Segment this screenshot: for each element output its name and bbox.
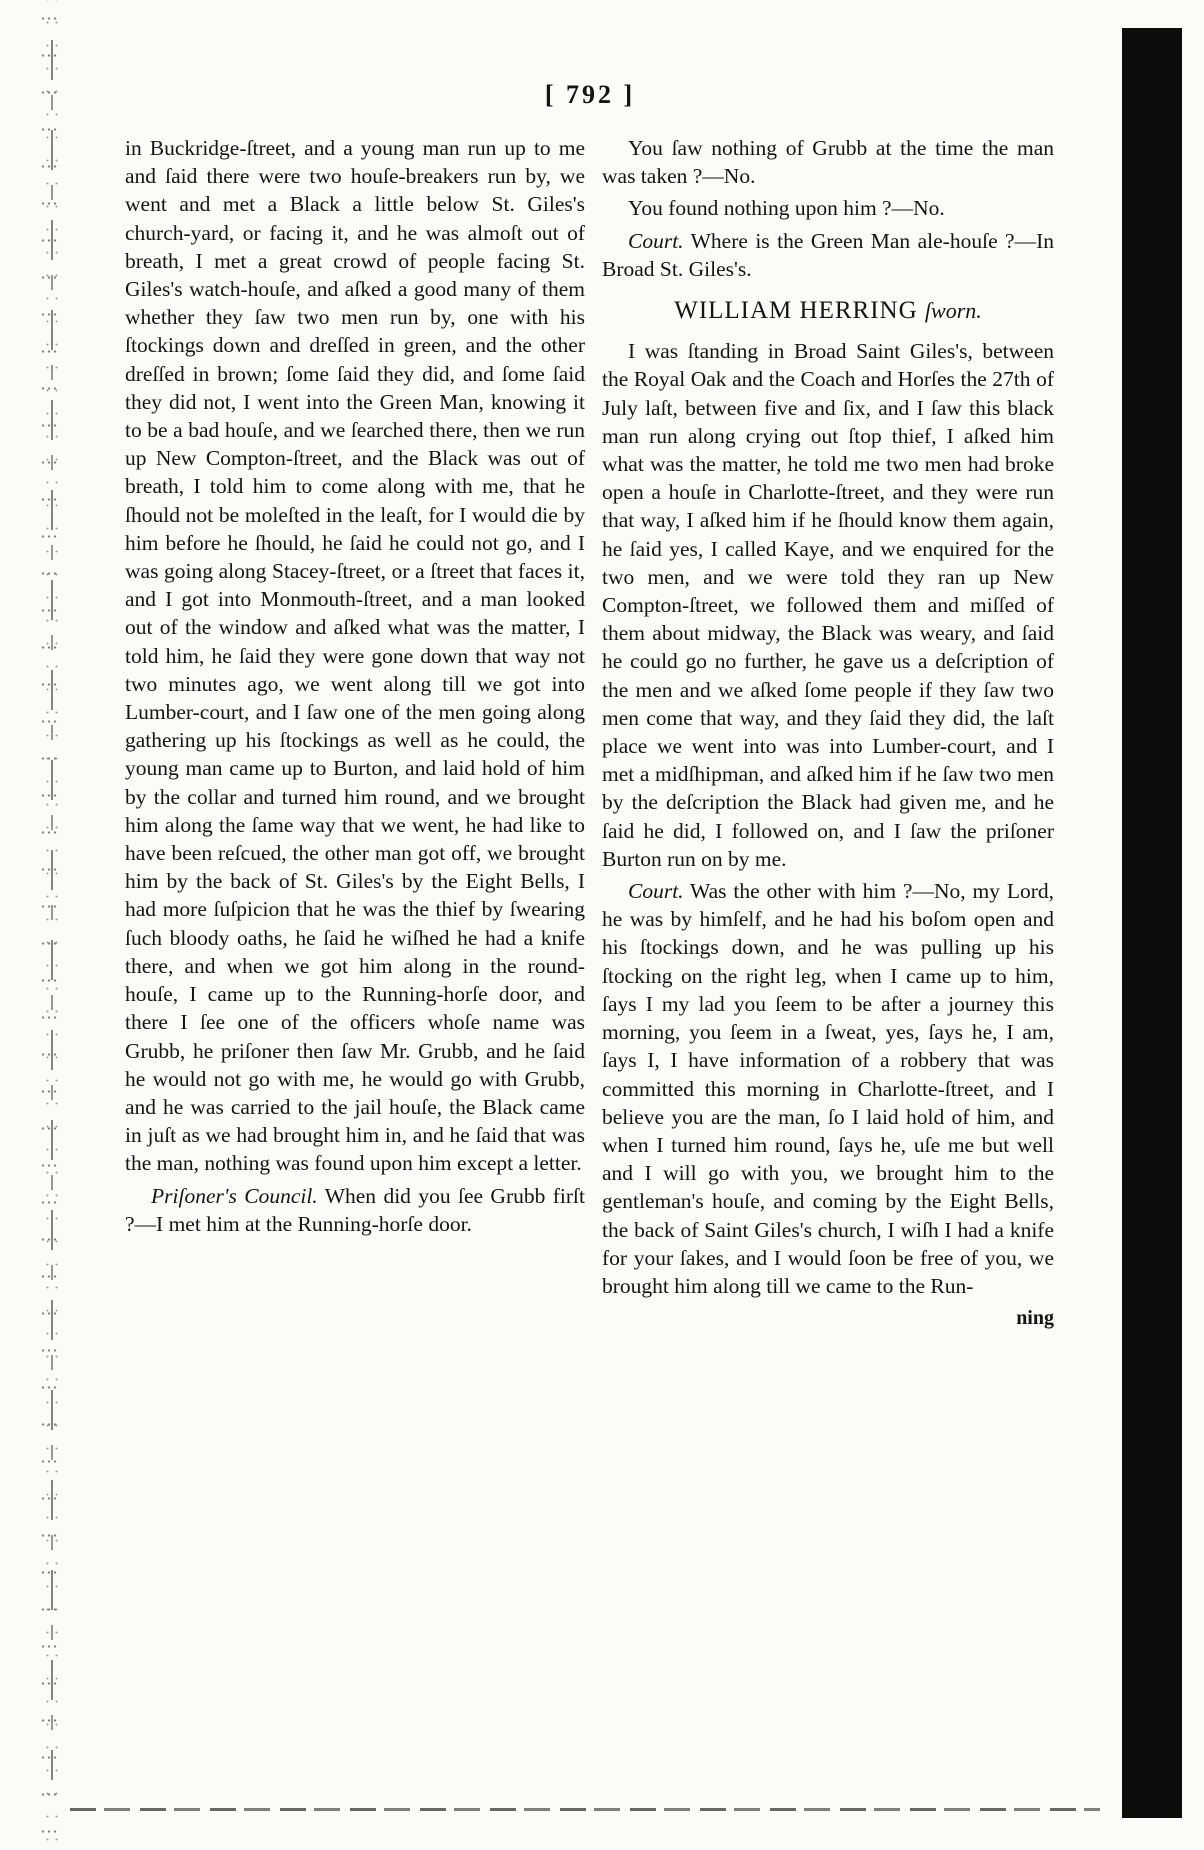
- binding-shadow-strip: [1122, 28, 1182, 1818]
- left-paragraph-council-question: [125, 1182, 585, 1238]
- right-paragraph-court-question: [602, 877, 1054, 1300]
- question-text: Was the other with him ?—No, my Lord, he was by himſelf, and he had his boſom open and his ſtockings down, and he was pulling up his ſtocking on the right leg, when I came up to him, ſays I my lad you ſeem to be after a journey this morning, you ſeem in a ſweat, yes, ſays he, I am, ſays I, I have information of a robbery that was committed this morning in Charlotte-ſtreet, and I believe you are the man, ſo I laid hold of him, and when I turned him round, ſays he, uſe me but well and I will go with you, we brought him to the gentleman's houſe, and coming by the Eight Bells, the back of Saint Giles's church, I wiſh I had a knife for your ſakes, and I would ſoon be free of you, we brought him along till we came to the Run-: [602, 879, 1054, 1298]
- witness-sworn: ſworn.: [924, 298, 982, 324]
- page-number: [ 792 ]: [544, 80, 636, 109]
- question-text: Where is the Green Man ale-houſe ?—In Broad St. Giles's.: [602, 228, 1054, 281]
- question-text: When did you ſee Grubb firſt ?—I met him at the Running-horſe door.: [125, 1183, 586, 1236]
- right-line-question-1: You ſaw nothing of Grubb at the time the man was taken ?—No.: [602, 136, 1054, 189]
- speaker-label: Court.: [628, 228, 684, 253]
- witness-name: WILLIAM HERRING: [674, 297, 918, 325]
- witness-heading: [602, 297, 1054, 325]
- right-paragraph-testimony: I was ſtanding in Broad Saint Giles's, between the Royal Oak and the Coach and Horſes the 27th of July laſt, between five and ſix, and I ſaw this black man run along crying out ſtop thief, I aſked him what was the matter, he told me two men had broke open a houſe in Charlotte-ſtreet, and they were run that way, I aſked him if he ſhould know them again, he ſaid yes, I called Kaye, and we enquired for the two men, and we were told they ran up New Compton-ſtreet, we followed them and miſſed of them about midway, the Black was weary, and ſaid he could go no further, he gave us a deſcription of the men and we aſked ſome people if they ſaw two men come that way, and they ſaid they did, the laſt place we went into was into Lumber-court, and I met a midſhipman, and aſked him if he ſaw two men by the deſcription the Black had given me, and he ſaid he did, I followed on, and I ſaw the priſoner Burton run on by me.: [602, 339, 1054, 871]
- catchword: ning: [1016, 1307, 1054, 1330]
- speaker-label: Court.: [628, 879, 684, 904]
- right-line-question-2: You found nothing upon him ?—No.: [628, 196, 945, 221]
- left-paragraph-testimony: in Buckridge-ſtreet, and a young man run up to me and ſaid there were two houſe-breakers run by, we went and met a Black a little below St. Giles's church-yard, or facing it, and he was almoſt out of breath, I met a great crowd of people facing St. Giles's watch-houſe, and aſked a good many of them whether they ſaw two men run by, one with his ſtockings down and dreſſed in green, and the other dreſſed in brown; ſome ſaid they did, and ſome ſaid they did not, I went into the Green Man, knowing it to be a bad houſe, and we ſearched there, then we run up New Compton-ſtreet, and the Black was out of breath, I told him to come along with me, that he ſhould not be moleſted in the leaſt, for I would die by him before he ſhould, he ſaid he could not go, and I was going along Stacey-ſtreet, or a ſtreet that faces it, and I got into Monmouth-ſtreet, and a man looked out of the window and aſked what was the matter, I told him, he ſaid they were gone down that way not two minutes ago, we went along till we got into Lumber-court, and I ſaw one of the men going along gathering up his ſtockings as well as he could, the young man came up to Burton, and laid hold of him by the collar and turned him round, and we brought him along the ſame way that we went, he had like to have been reſcued, the other man got off, we brought him by the back of St. Giles's by the Eight Bells, I had more ſuſpicion that he was the thief by ſwearing ſuch bloody oaths, he ſaid he wiſhed he had a knife there, and when we got him along in the round-houſe, I came up to the Running-horſe door, and there I ſee one of the officers whoſe name was Grubb, he priſoner then ſaw Mr. Grubb, and he ſaid he would not go with me, he would go with Grubb, and he was carried to the jail houſe, the Black came in juſt as we had brought him in, and he ſaid that was the man, nothing was found upon him except a letter.: [125, 136, 585, 1176]
- speaker-label: Priſoner's Council.: [151, 1183, 318, 1208]
- left-column: [125, 134, 585, 1242]
- page-gutter-line: [51, 40, 53, 1780]
- right-column: [602, 134, 1054, 1336]
- bottom-edge-rule: [70, 1808, 1100, 1811]
- page-gutter-speckle: [40, 0, 60, 1850]
- right-line-court-question: [602, 227, 1054, 283]
